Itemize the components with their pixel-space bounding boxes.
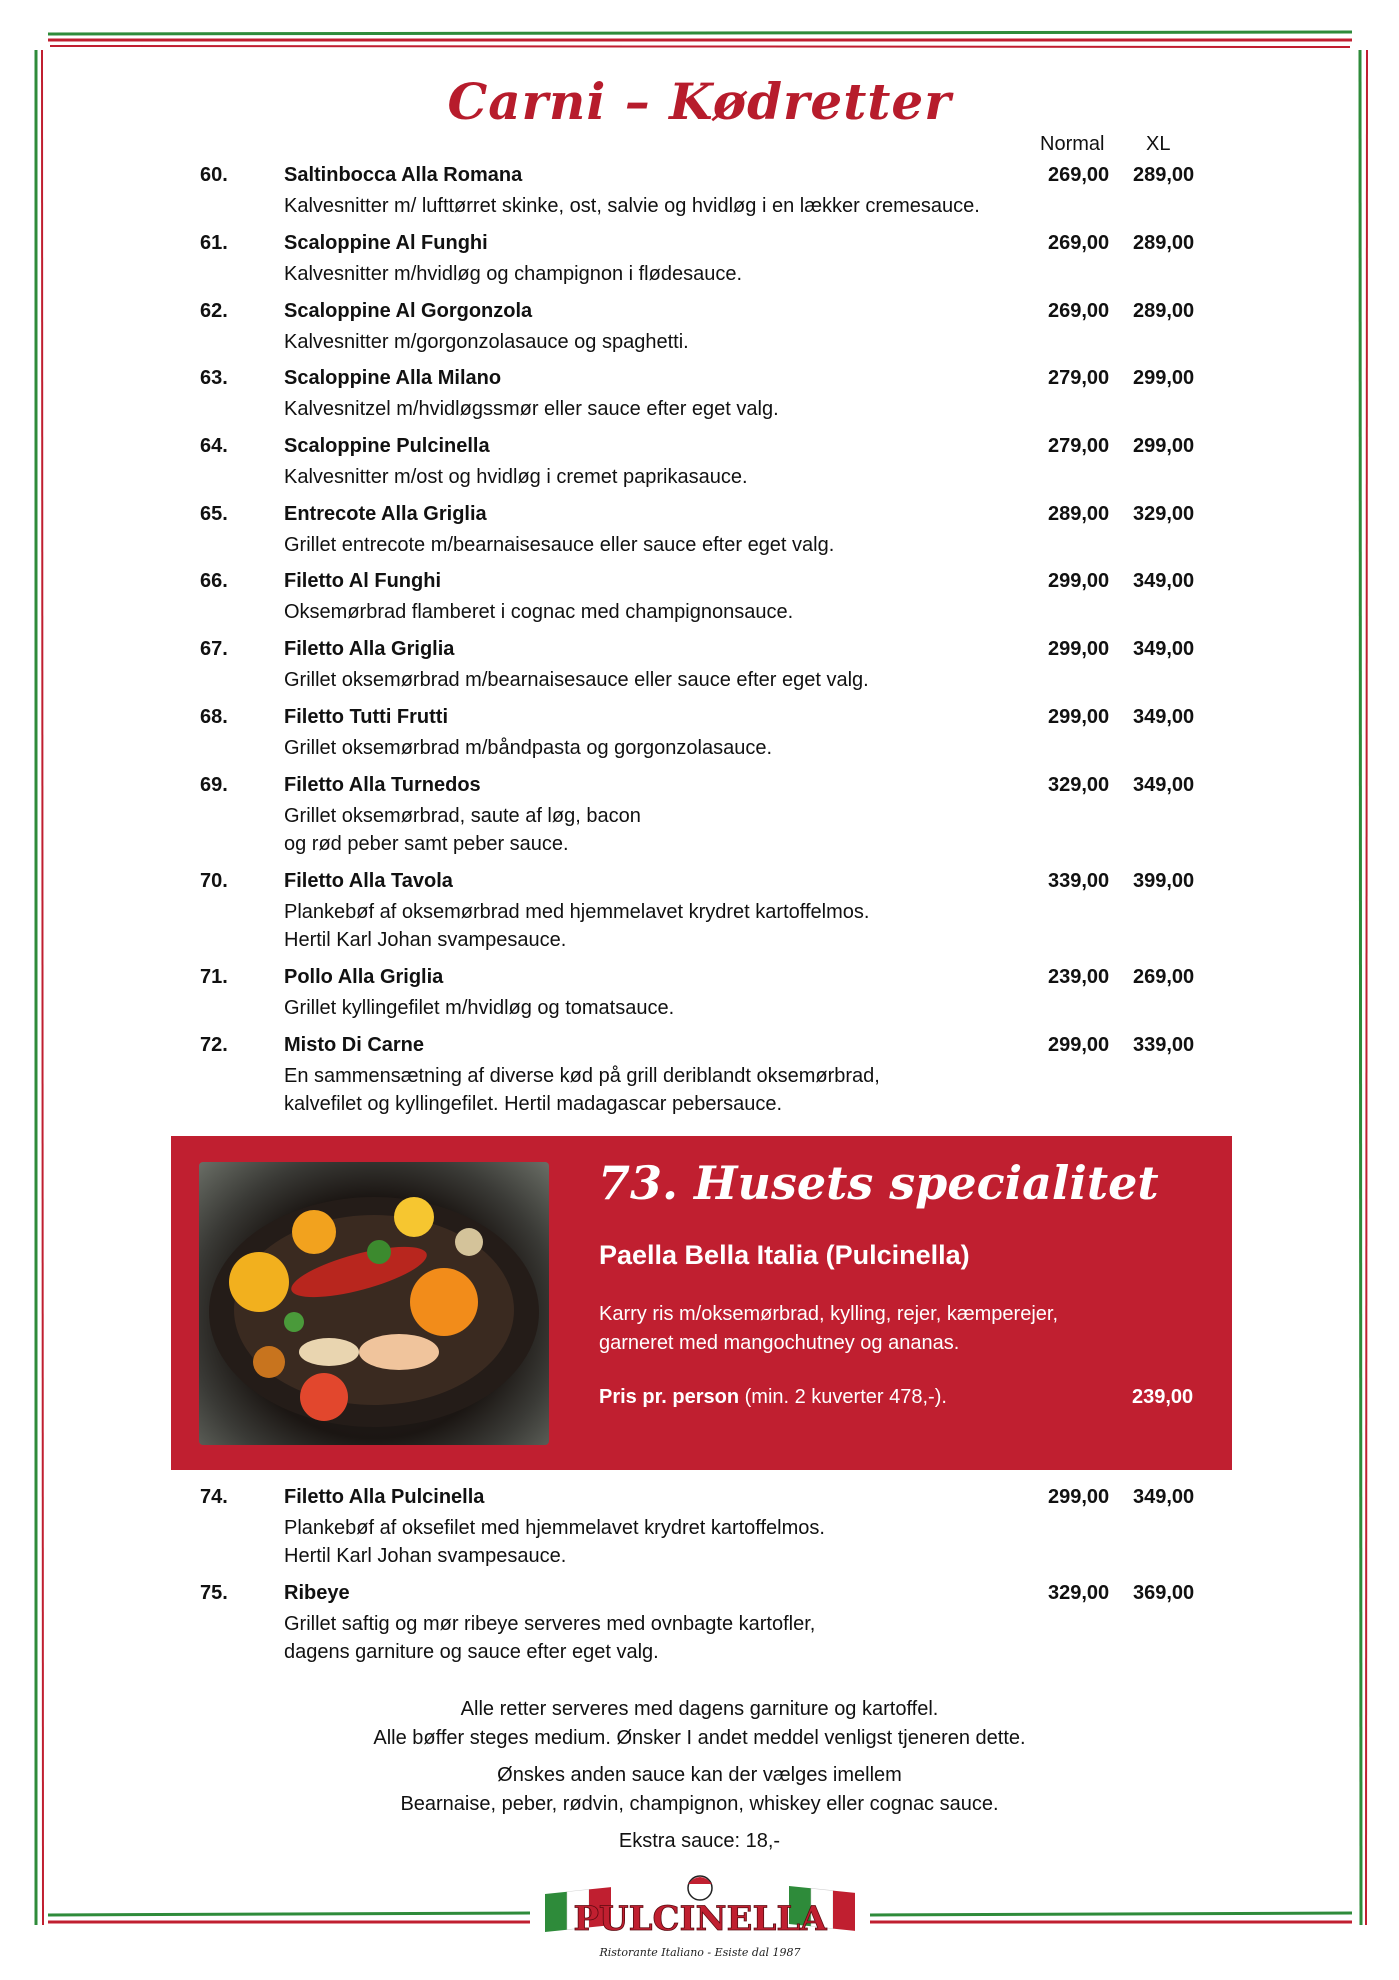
special-dish-name: Paella Bella Italia (Pulcinella)	[599, 1240, 970, 1270]
item-price-normal: 299,00	[1048, 638, 1110, 660]
item-price-xl: 399,00	[1133, 870, 1195, 892]
item-name: Misto Di Carne	[284, 1034, 425, 1056]
item-name: Scaloppine Al Funghi	[284, 232, 488, 254]
item-name: Filetto Al Funghi	[284, 570, 442, 592]
item-price-normal: 239,00	[1048, 966, 1110, 988]
special-price: 239,00	[1132, 1386, 1194, 1408]
item-name: Entrecote Alla Griglia	[284, 503, 487, 525]
item-description: Oksemørbrad flamberet i cognac med champignonsauce.	[284, 601, 794, 623]
item-name: Filetto Alla Tavola	[284, 870, 453, 892]
item-price-normal: 289,00	[1048, 503, 1110, 525]
item-price-normal: 329,00	[1048, 774, 1110, 796]
item-number: 65.	[200, 503, 228, 525]
item-price-normal: 299,00	[1048, 570, 1110, 592]
item-description: Plankebøf af oksefilet med hjemmelavet krydret kartoffelmos. Hertil Karl Johan svampesauce.	[284, 1517, 825, 1567]
footer-notes	[0, 1695, 1399, 1856]
item-name: Filetto Alla Griglia	[284, 638, 455, 660]
price-header-xl: XL	[1146, 133, 1171, 155]
special-offer-box	[171, 1136, 1232, 1470]
item-price-xl: 349,00	[1133, 774, 1195, 796]
item-number: 60.	[200, 164, 228, 186]
item-name: Pollo Alla Griglia	[284, 966, 444, 988]
item-price-normal: 299,00	[1048, 1486, 1110, 1508]
note-line: Alle bøffer steges medium. Ønsker I andet meddel venligst tjeneren dette.	[373, 1727, 1026, 1749]
item-name: Filetto Tutti Frutti	[284, 706, 449, 728]
price-header-normal: Normal	[1040, 133, 1105, 155]
item-name: Scaloppine Alla Milano	[284, 367, 502, 389]
special-description: Karry ris m/oksemørbrad, kylling, rejer, kæmperejer, garneret med mangochutney og ananas.	[599, 1303, 1059, 1354]
item-number: 67.	[200, 638, 228, 660]
note-line: Bearnaise, peber, rødvin, champignon, whiskey eller cognac sauce.	[400, 1793, 999, 1815]
item-number: 71.	[200, 966, 228, 988]
item-price-normal: 279,00	[1048, 367, 1110, 389]
item-price-normal: 269,00	[1048, 164, 1110, 186]
item-description: Grillet oksemørbrad, saute af løg, bacon og rød peber samt peber sauce.	[284, 805, 641, 855]
item-name: Filetto Alla Pulcinella	[284, 1486, 485, 1508]
item-price-xl: 289,00	[1133, 300, 1195, 322]
item-description: Kalvesnitter m/hvidløg og champignon i flødesauce.	[284, 263, 743, 285]
item-price-xl: 369,00	[1133, 1582, 1195, 1604]
item-number: 74.	[200, 1486, 228, 1508]
item-description: Kalvesnitzel m/hvidløgssmør eller sauce efter eget valg.	[284, 398, 779, 420]
item-name: Saltinbocca Alla Romana	[284, 164, 523, 186]
item-description: Kalvesnitter m/gorgonzolasauce og spaghetti.	[284, 331, 689, 353]
item-description: Kalvesnitter m/ost og hvidløg i cremet paprikasauce.	[284, 466, 748, 488]
item-number: 62.	[200, 300, 228, 322]
item-price-normal: 269,00	[1048, 300, 1110, 322]
logo-tagline: Ristorante Italiano - Esiste dal 1987	[599, 1946, 801, 1959]
item-description: Grillet oksemørbrad m/båndpasta og gorgonzolasauce.	[284, 737, 773, 759]
item-description: Grillet oksemørbrad m/bearnaisesauce eller sauce efter eget valg.	[284, 669, 869, 691]
item-name: Ribeye	[284, 1582, 350, 1604]
item-number: 72.	[200, 1034, 228, 1056]
special-title: 73. Husets specialitet	[598, 1156, 1159, 1210]
item-description: Kalvesnitter m/ lufttørret skinke, ost, salvie og hvidløg i en lækker cremesauce.	[284, 195, 980, 217]
item-description: Grillet saftig og mør ribeye serveres med ovnbagte kartofler, dagens garniture og sauce efter eget valg.	[284, 1613, 816, 1663]
item-number: 68.	[200, 706, 228, 728]
item-number: 64.	[200, 435, 228, 457]
item-number: 70.	[200, 870, 228, 892]
item-description: En sammensætning af diverse kød på grill deriblandt oksemørbrad, kalvefilet og kyllingefilet. Hertil madagascar pebersauce.	[284, 1065, 880, 1115]
item-description: Plankebøf af oksemørbrad med hjemmelavet krydret kartoffelmos. Hertil Karl Johan svampesauce.	[284, 901, 870, 951]
item-price-normal: 329,00	[1048, 1582, 1110, 1604]
item-description: Grillet kyllingefilet m/hvidløg og tomatsauce.	[284, 997, 675, 1019]
note-line: Ekstra sauce: 18,-	[618, 1830, 781, 1852]
page-title: Carni – Kødretter	[447, 72, 952, 131]
item-price-xl: 329,00	[1133, 503, 1195, 525]
item-price-normal: 279,00	[1048, 435, 1110, 457]
item-number: 61.	[200, 232, 228, 254]
item-price-normal: 339,00	[1048, 870, 1110, 892]
item-price-xl: 339,00	[1133, 1034, 1195, 1056]
item-number: 69.	[200, 774, 228, 796]
item-price-xl: 269,00	[1133, 966, 1195, 988]
price-label: Pris pr. person	[599, 1386, 740, 1408]
logo-wordmark: PULCINELLA	[573, 1899, 827, 1939]
item-name: Scaloppine Al Gorgonzola	[284, 300, 533, 322]
item-price-normal: 299,00	[1048, 1034, 1110, 1056]
item-price-xl: 289,00	[1133, 164, 1195, 186]
paella-photo	[199, 1162, 549, 1445]
item-price-normal: 299,00	[1048, 706, 1110, 728]
item-price-xl: 349,00	[1133, 1486, 1195, 1508]
item-number: 75.	[200, 1582, 228, 1604]
item-price-xl: 349,00	[1133, 706, 1195, 728]
item-name: Filetto Alla Turnedos	[284, 774, 481, 796]
item-description: Grillet entrecote m/bearnaisesauce eller sauce efter eget valg.	[284, 534, 835, 556]
item-price-xl: 289,00	[1133, 232, 1195, 254]
note-line: Alle retter serveres med dagens garniture og kartoffel.	[460, 1698, 939, 1720]
item-number: 63.	[200, 367, 228, 389]
pulcinella-logo	[545, 1874, 855, 1964]
item-price-xl: 299,00	[1133, 435, 1195, 457]
price-note: (min. 2 kuverter 478,-).	[739, 1386, 947, 1408]
item-price-xl: 299,00	[1133, 367, 1195, 389]
item-name: Scaloppine Pulcinella	[284, 435, 490, 457]
item-price-xl: 349,00	[1133, 638, 1195, 660]
item-number: 66.	[200, 570, 228, 592]
item-price-normal: 269,00	[1048, 232, 1110, 254]
note-line: Ønskes anden sauce kan der vælges imellem	[497, 1764, 902, 1786]
special-price-line	[599, 1386, 947, 1409]
item-price-xl: 349,00	[1133, 570, 1195, 592]
